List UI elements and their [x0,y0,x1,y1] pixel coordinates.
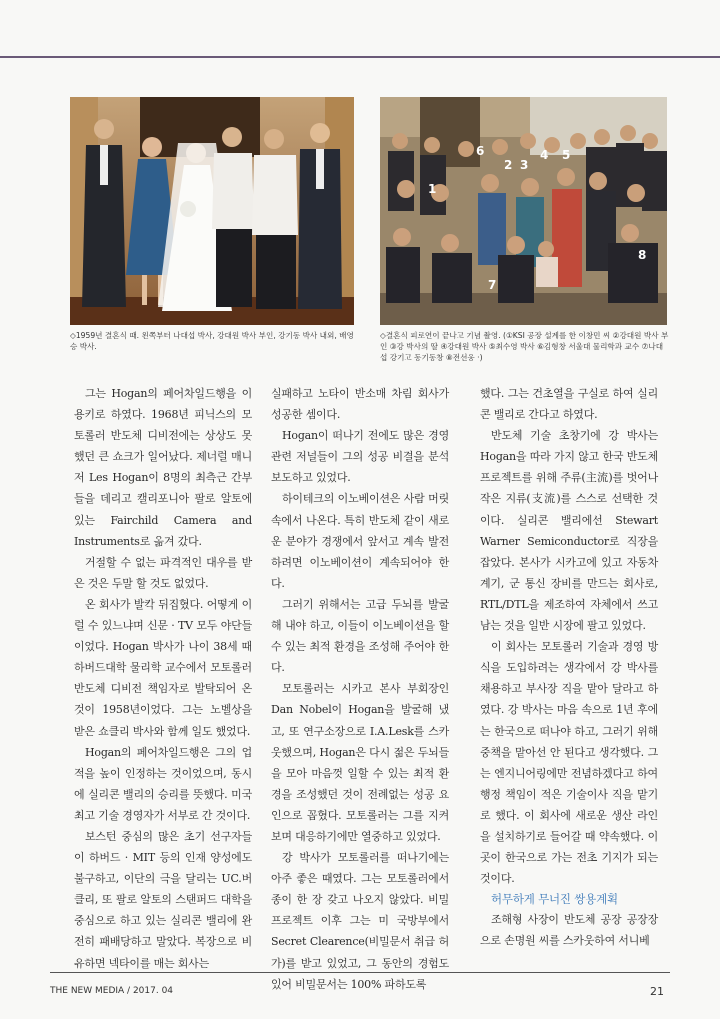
paragraph: 이 회사는 모토롤러 기술과 경영 방식을 도입하려는 생각에서 강 박사를 채용하고 부사장 직을 맡아 달라고 하였다. 강 박사는 마음 속으로 1년 후에는 한국으로 떠나야 하고, 그러기 위해 중책을 맡아선 안 된다고 생각했다. 그는 엔지니어링에만 전념하겠다고 하여 행정 책임이 적은 기술이사 직을 맡기로 했다. 이 회사에 새로운 생산 라인을 설치하기로 들어갈 때 약속했다. 이 곳이 한국으로 가는 전초 기지가 되는 것이다. [480,640,658,886]
article-column-3 [480,383,658,971]
photo-marker-4: 4 [540,148,549,162]
paragraph: 그는 Hogan의 페어차일드행을 이용키로 하였다. 1968년 피닉스의 모토롤러 반도체 디비전에는 상상도 못했던 큰 쇼크가 일어났다. 제너럴 매니저 Les Hogan이 8명의 최측근 간부들을 데리고 캘리포니아 팔로 알토에 있는 Fairchild Camera and Instruments로 옮겨 갔다. [74,387,252,548]
paragraph: 하이테크의 이노베이션은 사람 머릿속에서 나온다. 특히 반도체 같이 새로운 분야가 경쟁에서 앞서고 계속 발전하려면 이노베이션이 계속되어야 한다. [271,492,449,590]
photo-marker-1: 1 [428,182,437,196]
photo-marker-8: 8 [638,248,647,262]
paragraph: 온 회사가 발칵 뒤집혔다. 어떻게 이럴 수 있느냐며 신문 · TV 모두 야단들이었다. Hogan 박사가 나이 38세 때 하버드대학 물리학 교수에서 모토롤러 반도체 디비전 책임자로 발탁되어 온 것이 1958년이었다. 그는 노벨상을 받은 쇼클리 박사와 함께 일도 했었다. [74,597,252,738]
page-number: 21 [650,985,664,998]
group-photo [380,97,667,325]
paragraph: 실패하고 노타이 반소매 차림 회사가 성공한 셈이다. [271,387,449,422]
photo-marker-3: 3 [520,158,529,172]
photo-marker-5: 5 [562,148,571,162]
photo-caption-left: ◇1959년 결혼식 때. 왼쪽부터 나대섭 박사, 강대원 박사 부인, 강기동 박사 내외, 배영승 박사. [70,331,354,351]
paragraph: 모토롤러는 시카고 본사 부회장인 Dan Nobel이 Hogan을 발굴해 냈고, 또 연구소장으로 I.A.Lesk를 스카웃했으며, Hogan은 다시 젊은 두뇌들을 모아 마음껏 일할 수 있는 최적 환경을 조성했던 것이 전례없는 성공 요인으로 꼽혔다. 모토롤러는 그를 지켜 보며 대응하기에만 열중하고 있었다. [271,682,449,843]
footer-rule [50,972,670,973]
paragraph: Hogan이 떠나기 전에도 많은 경영 관련 저널들이 그의 성공 비결을 분석 보도하고 있었다. [271,429,449,485]
paragraph: 보스턴 중심의 많은 초기 선구자들이 하버드 · MIT 등의 인재 양성에도 불구하고, 이단의 극을 달리는 UC.버클리, 또 팔로 알토의 스탠퍼드 대학을 중심으로 하고 있는 실리콘 밸리에 완전히 패배당하고 말았다. 복장으로 비유하면 넥타이를 매는 회사는 [74,829,252,970]
paragraph: 조해형 사장이 반도체 공장 공장장으로 손명원 씨를 스카웃하여 서니베 [480,913,658,948]
paragraph: 반도체 기술 초창기에 강 박사는 Hogan을 따라 가지 않고 한국 반도체 프로젝트를 위해 주류(主流)를 벗어나 작은 지류(支流)를 스스로 선택한 것이다. 실리콘 밸리에선 Stewart Warner Semiconductor로 직장을 잡았다. 본사가 시카고에 있고 자동차 계기, 군 통신 장비를 만드는 회사로, RTL/DTL을 제조하여 자체에서 쓰고 남는 것을 일반 시장에 팔고 있었다. [480,429,658,633]
section-subheading: 허무하게 무너진 쌍용계획 [491,892,618,907]
photo-marker-2: 2 [504,158,513,172]
paragraph: 강 박사가 모토롤러를 떠나기에는 아주 좋은 때였다. 그는 모토롤러에서 종이 한 장 갖고 나오지 않았다. 비밀 프로젝트 이후 그는 미 국방부에서 Secret Clearence(비밀문서 취급 허가)를 받고 있었고, 그 동안의 경험도 있어 비밀문서는 100% 파하도록 [271,851,449,991]
article-column-1 [74,383,252,971]
paragraph: 그러기 위해서는 고급 두뇌를 발굴해 내야 하고, 이들이 이노베이션을 할 수 있는 최적 환경을 조성해 주어야 한다. [271,597,449,675]
paragraph: 거절할 수 없는 파격적인 대우를 받은 것은 두말 할 것도 없었다. [74,555,252,590]
paragraph: 했다. 그는 건초열을 구실로 하여 실리콘 밸리로 간다고 하였다. [480,387,658,422]
magazine-footer: THE NEW MEDIA / 2017. 04 [50,986,174,996]
wedding-photo [70,97,354,325]
photo-caption-right: ◇결혼식 피로연이 끝나고 기념 촬영. (①KSI 공장 설계를 한 이창민 씨 ②강대원 박사 부인 ③강 박사의 딸 ④강대원 박사 ⑤최수영 박사 ⑥김형창 서울대 물리학과 교수 ⑦나대섭 강기고 동기동창 ⑧전선웅 ·) [380,331,669,362]
article-column-2 [271,383,449,991]
photo-marker-6: 6 [476,144,485,158]
header-rule [0,56,720,58]
paragraph: Hogan의 페어차일드행은 그의 업적을 높이 인정하는 것이었으며, 동시에 실리콘 밸리의 승리를 뜻했다. 미국 최고 기술 경영자가 서부로 간 것이다. [74,745,252,822]
photo-marker-7: 7 [488,278,497,292]
